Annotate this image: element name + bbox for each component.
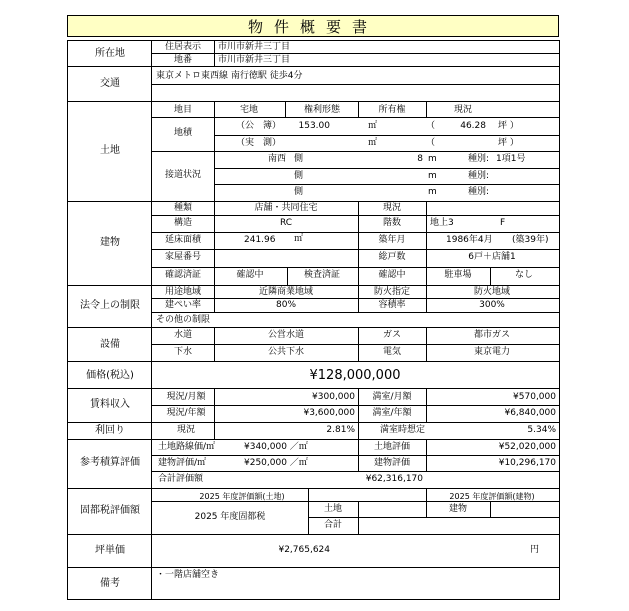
transport-line-1: 東京メトロ東西線 南行徳駅 徒歩4分 [156,71,303,81]
sewer-label: 下水 [173,347,193,357]
building-unit-price-label: 建物評価/㎡ [158,458,207,468]
land-evaluation-value: ¥52,020,000 [498,442,556,452]
other-restrictions-label: その他の制限 [155,315,211,325]
floor-area-ratio-label: 容積率 [378,300,406,310]
unit-price-unit: 円 [530,545,540,555]
lot-label: 地番 [173,55,193,65]
section-rent: 賃料収入 [90,399,130,410]
building-evaluation-value: ¥10,296,170 [498,458,556,468]
section-transport: 交通 [100,78,120,89]
building-age: (築39年) [512,235,549,245]
structure-value: RC [279,218,293,228]
price-value: ¥128,000,000 [309,368,401,383]
land-rights-value: 所有権 [378,105,406,115]
floors-value: 地上3 [430,218,454,228]
certificate-label: 確認済証 [164,270,202,280]
road-1-type: 1項1号 [496,154,526,164]
sewer-value: 公共下水 [267,347,305,357]
tsubo-unit-2: 坪 ） [498,138,519,148]
floor-area-unit: ㎡ [294,234,304,244]
road-2-side: 側 [294,171,304,181]
parking-value: なし [514,270,534,280]
rent-full-annual-value: ¥6,840,000 [504,408,556,418]
tax-building-label: 建物 [448,504,468,514]
section-building: 建物 [100,237,120,248]
measured-area-label: （実 測） [236,138,282,148]
land-status-label: 現況 [453,105,473,115]
water-value: 公営水道 [267,330,305,340]
registered-tsubo: 46.28 [460,121,486,131]
electricity-value: 東京電力 [473,347,511,357]
yield-full-value: 5.34% [527,425,556,435]
road-1-direction: 南西 [268,154,287,164]
built-value: 1986年4月 [446,235,493,245]
certificate-value: 確認中 [236,270,264,280]
rent-annual-value: ¥3,600,000 [303,408,355,418]
floors-unit: F [500,218,506,228]
road-1-type-label: 種別: [468,154,490,164]
registered-area-label: （公 簿） [236,121,282,131]
road-access-label: 接道状況 [164,170,202,180]
road-2-type-label: 種別: [468,171,490,181]
floor-area-ratio-value: 300% [479,300,505,310]
rent-annual-label: 現況/年額 [166,408,206,418]
tax-total-label: 合計 [323,520,343,530]
building-evaluation-label: 建物評価 [373,458,411,468]
structure-label: 構造 [173,218,193,228]
lot-value: 市川市新井三丁目 [218,55,291,65]
section-remarks: 備考 [100,578,120,589]
land-evaluation-label: 土地評価 [373,442,411,452]
units-label: 総戸数 [378,252,406,262]
yield-current-label: 現況 [176,425,196,435]
building-kind-label: 種類 [173,203,193,213]
gas-value: 都市ガス [473,330,511,340]
section-land: 土地 [100,145,120,156]
road-3-type-label: 種別: [468,187,490,197]
coverage-ratio-value: 80% [275,300,297,310]
road-1-width: 8 [417,154,423,164]
tsubo-open-2: （ [426,138,436,148]
land-category-value: 宅地 [239,105,259,115]
section-valuation: 参考積算評価 [80,457,140,468]
sqm-unit: ㎡ [368,121,378,131]
road-3-meter: m [428,187,437,197]
land-area-label: 地積 [173,128,193,138]
house-number-label: 家屋番号 [164,252,202,262]
rent-monthly-label: 現況/月額 [166,392,206,402]
land-assessment-header: 2025 年度評価額(土地) [199,492,285,501]
inspection-label: 検査済証 [303,270,341,280]
section-location: 所在地 [95,48,125,59]
fire-zone-value: 防火地域 [473,287,511,297]
property-summary-table [67,40,560,600]
tsubo-open: （ [426,121,436,131]
rent-monthly-value: ¥300,000 [312,392,355,402]
parking-label: 駐車場 [444,270,472,280]
floors-label: 階数 [382,218,402,228]
section-facilities: 設備 [100,339,120,350]
registered-sqm: 153.00 [298,121,330,131]
yield-full-label: 満室時想定 [380,425,426,435]
remarks-text: ・一階店舗空き [156,570,220,580]
section-tax: 固都税評価額 [80,505,140,516]
sqm-unit-2: ㎡ [368,138,378,148]
address-value: 市川市新井三丁目 [218,42,291,52]
section-price: 価格(税込) [86,370,134,381]
rent-full-annual-label: 満室/年額 [372,408,412,418]
zoning-value: 近隣商業地域 [258,287,314,297]
building-current-label: 現況 [382,203,402,213]
yield-current-value: 2.81% [326,425,355,435]
property-tax-label: 2025 年度固都税 [194,512,266,522]
built-label: 築年月 [378,235,406,245]
coverage-ratio-label: 建ぺい率 [164,300,202,310]
unit-price-value: ¥2,765,624 [278,545,330,555]
land-rights-label: 権利形態 [303,105,341,115]
document-title: 物件概要書 [67,15,559,37]
rent-full-monthly-label: 満室/月額 [372,392,412,402]
tsubo-unit: 坪 ） [498,121,519,131]
inspection-value: 確認中 [378,270,406,280]
units-value: 6戸＋店舗1 [468,252,516,262]
land-route-price-value: ¥340,000 ／㎡ [244,442,308,452]
section-unit-price: 坪単価 [95,545,125,556]
water-label: 水道 [173,330,193,340]
section-regulation: 法令上の制限 [80,300,140,311]
building-assessment-header: 2025 年度評価額(建物) [449,492,535,501]
fire-zone-label: 防火指定 [373,287,411,297]
building-kind-value: 店舗・共同住宅 [254,203,318,213]
zoning-label: 用途地域 [164,287,202,297]
floor-area-value: 241.96 [244,235,276,245]
land-category-label: 地目 [173,105,193,115]
road-1-side: 側 [294,154,304,164]
address-label: 住居表示 [164,42,202,52]
electricity-label: 電気 [382,347,402,357]
road-3-side: 側 [294,187,304,197]
building-unit-price-value: ¥250,000 ／㎡ [244,458,308,468]
total-evaluation-value: ¥62,316,170 [365,474,423,484]
total-evaluation-label: 合計評価額 [158,474,204,484]
road-2-meter: m [428,171,437,181]
section-yield: 利回り [95,425,125,436]
road-1-meter: m [428,154,437,164]
gas-label: ガス [382,330,402,340]
tax-land-label: 土地 [323,504,343,514]
land-route-price-label: 土地路線価/㎡ [158,442,216,452]
rent-full-monthly-value: ¥570,000 [513,392,556,402]
floor-area-label: 延床面積 [164,235,202,245]
